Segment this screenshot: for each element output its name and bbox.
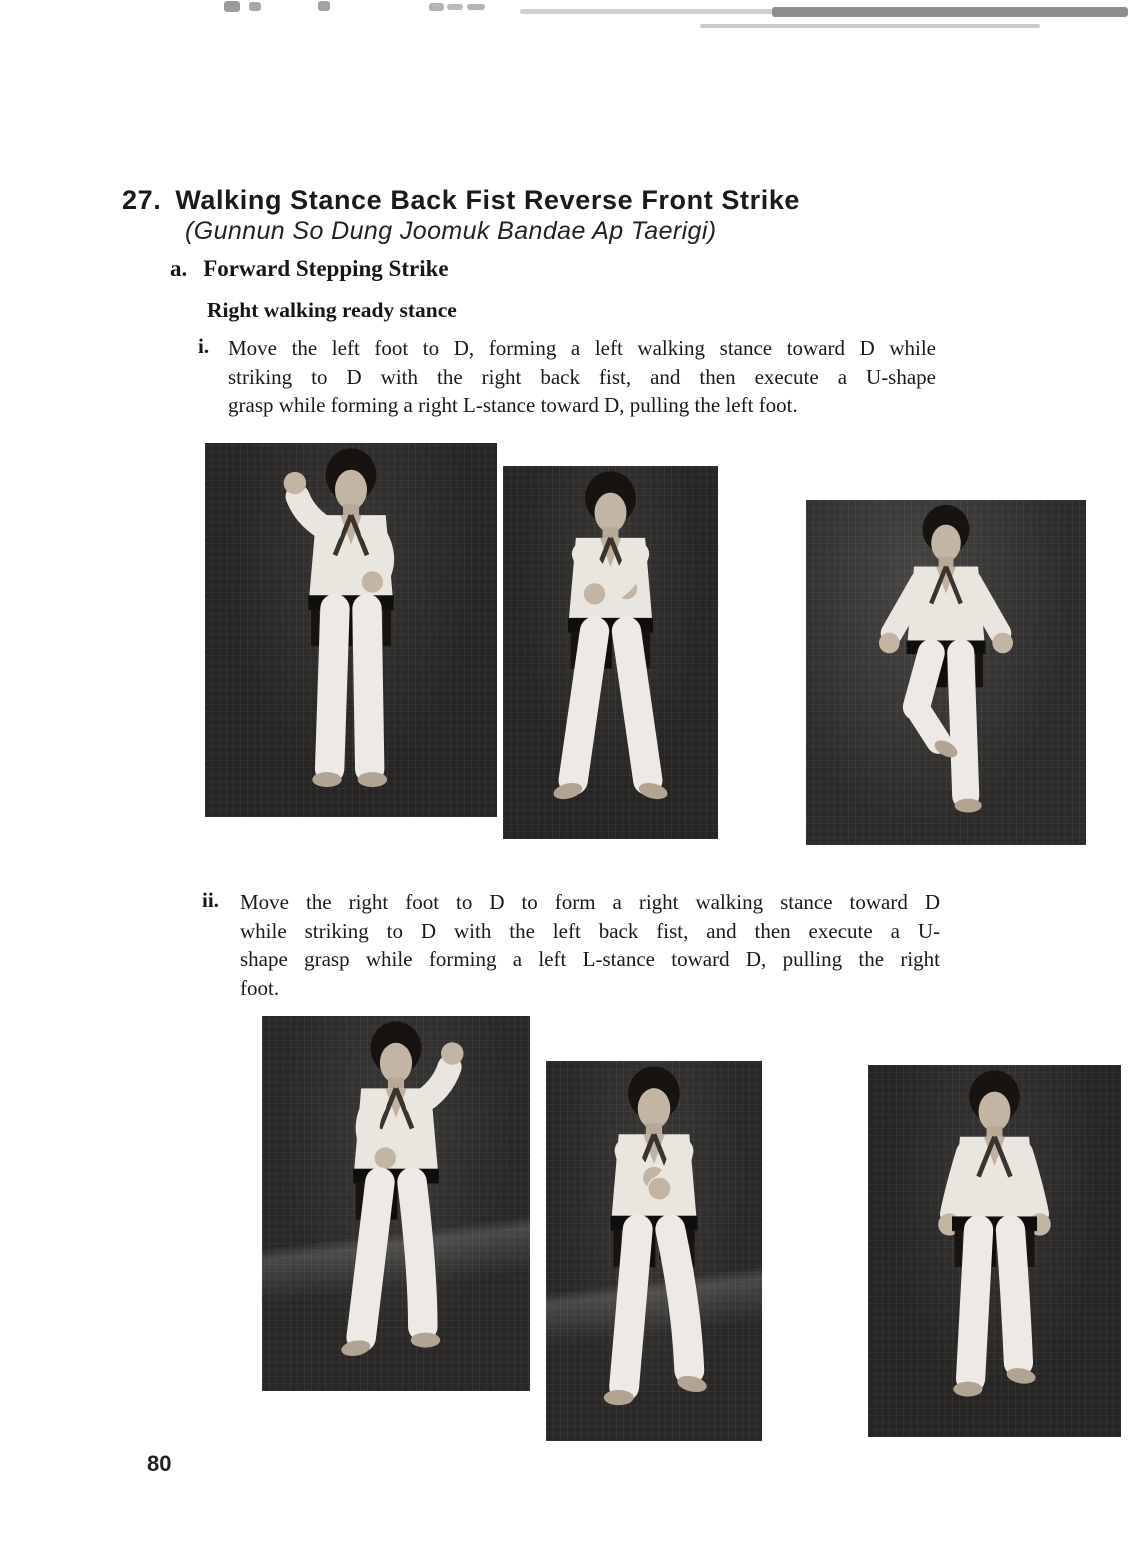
- scan-smudge: [700, 24, 1040, 28]
- practitioner-figure: [546, 1061, 762, 1441]
- practitioner-figure: [503, 466, 718, 839]
- stance-heading: Right walking ready stance: [207, 298, 457, 322]
- photo-step-i-3: [806, 500, 1086, 845]
- practitioner-figure: [868, 1065, 1121, 1437]
- subsection-heading: [170, 256, 449, 282]
- section-title: Walking Stance Back Fist Reverse Front Strike: [175, 185, 801, 215]
- scan-smudge: [467, 4, 485, 10]
- page-number: 80: [147, 1451, 172, 1476]
- text-line: while striking to D with the left back fist, and then execute a U-: [240, 918, 940, 943]
- scan-smudge: [249, 2, 261, 11]
- scan-smudge: [447, 4, 463, 10]
- section-heading: [122, 185, 800, 216]
- text-line: shape grasp while forming a left L-stance toward D, pulling the right: [240, 947, 940, 971]
- text-line: grasp while forming a right L-stance toward D, pulling the left foot.: [228, 393, 798, 417]
- photo-step-i-2: [503, 466, 718, 839]
- photo-step-ii-1: [262, 1016, 530, 1391]
- scan-smudge: [429, 3, 444, 11]
- subsection-title: Forward Stepping Strike: [203, 256, 449, 281]
- step-i-text: [228, 334, 936, 420]
- photo-step-ii-2: [546, 1061, 762, 1441]
- step-ii-label: ii.: [202, 888, 219, 912]
- text-line: Move the left foot to D, forming a left walking stance toward D while: [228, 336, 936, 360]
- practitioner-figure: [262, 1016, 530, 1391]
- practitioner-figure: [806, 500, 1086, 845]
- subsection-label: a.: [170, 256, 188, 281]
- text-line: Move the right foot to D to form a right walking stance toward D: [240, 890, 940, 914]
- romanized-title: (Gunnun So Dung Joomuk Bandae Ap Taerigi): [185, 217, 717, 245]
- step-ii-text: [240, 888, 940, 1002]
- photo-step-ii-3: [868, 1065, 1121, 1437]
- step-i-label: i.: [198, 334, 210, 358]
- scan-smudge: [224, 1, 240, 12]
- scan-smudge: [520, 9, 775, 14]
- section-number: 27.: [122, 185, 162, 215]
- practitioner-figure: [205, 443, 497, 817]
- text-line: striking to D with the right back fist, and then execute a U-shape: [228, 364, 936, 389]
- photo-step-i-1: [205, 443, 497, 817]
- text-line: foot.: [240, 975, 280, 1000]
- scan-smudge: [772, 7, 1128, 17]
- scan-smudge: [318, 1, 330, 11]
